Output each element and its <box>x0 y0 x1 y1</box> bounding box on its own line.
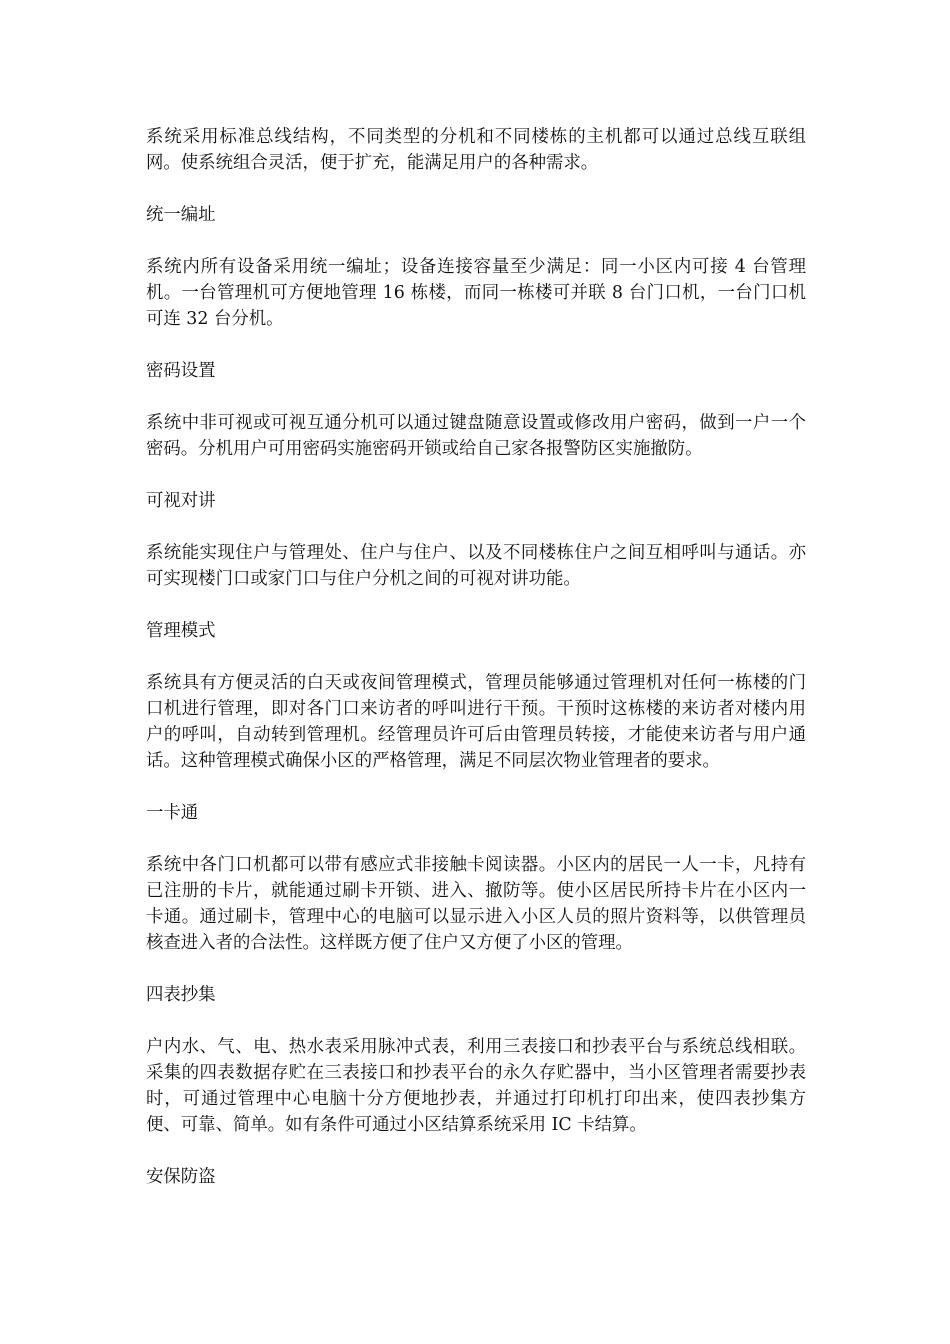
one-card-paragraph: 系统中各门口机都可以带有感应式非接触卡阅读器。小区内的居民一人一卡，凡持有已注册的卡片，就能通过刷卡开锁、进入、撤防等。使小区居民所持卡片在小区内一卡通。通过刷卡，管理中心的电脑可以显示进入小区人员的照片资料等，以供管理员核查进入者的合法性。这样既方便了住户又方便了小区的管理。 <box>146 855 806 953</box>
section-heading-security: 安保防盗 <box>146 1167 216 1187</box>
document-page <box>146 124 806 1216</box>
section-heading-meter-reading: 四表抄集 <box>146 985 216 1005</box>
video-intercom-paragraph: 系统能实现住户与管理处、住户与住户、以及不同楼栋住户之间互相呼叫与通话。亦可实现楼门口或家门口与住户分机之间的可视对讲功能。 <box>146 543 806 589</box>
management-mode-paragraph: 系统具有方便灵活的白天或夜间管理模式，管理员能够通过管理机对任何一栋楼的门口机进行管理，即对各门口来访者的呼叫进行干预。干预时这栋楼的来访者对楼内用户的呼叫，自动转到管理机。经管理员许可后由管理员转接，才能使来访者与用户通话。这种管理模式确保小区的严格管理，满足不同层次物业管理者的要求。 <box>146 673 806 771</box>
intro-paragraph: 系统采用标准总线结构，不同类型的分机和不同楼栋的主机都可以通过总线互联组网。使系统组合灵活，便于扩充，能满足用户的各种需求。 <box>146 127 806 173</box>
password-setting-paragraph: 系统中非可视或可视互通分机可以通过键盘随意设置或修改用户密码，做到一户一个密码。分机用户可用密码实施密码开锁或给自己家各报警防区实施撤防。 <box>146 413 806 459</box>
section-heading-password-setting: 密码设置 <box>146 361 216 381</box>
section-heading-one-card: 一卡通 <box>146 803 199 823</box>
unified-addressing-paragraph: 系统内所有设备采用统一编址；设备连接容量至少满足：同一小区内可接 4 台管理机。一台管理机可方便地管理 16 栋楼，而同一栋楼可并联 8 台门口机，一台门口机可连 32 台分机。 <box>146 257 806 329</box>
section-heading-video-intercom: 可视对讲 <box>146 491 216 511</box>
meter-reading-paragraph: 户内水、气、电、热水表采用脉冲式表，利用三表接口和抄表平台与系统总线相联。采集的四表数据存贮在三表接口和抄表平台的永久存贮器中，当小区管理者需要抄表时，可通过管理中心电脑十分方便地抄表，并通过打印机打印出来，使四表抄集方便、可靠、简单。如有条件可通过小区结算系统采用 IC 卡结算。 <box>146 1037 806 1135</box>
section-heading-management-mode: 管理模式 <box>146 621 216 641</box>
section-heading-unified-addressing: 统一编址 <box>146 205 216 225</box>
